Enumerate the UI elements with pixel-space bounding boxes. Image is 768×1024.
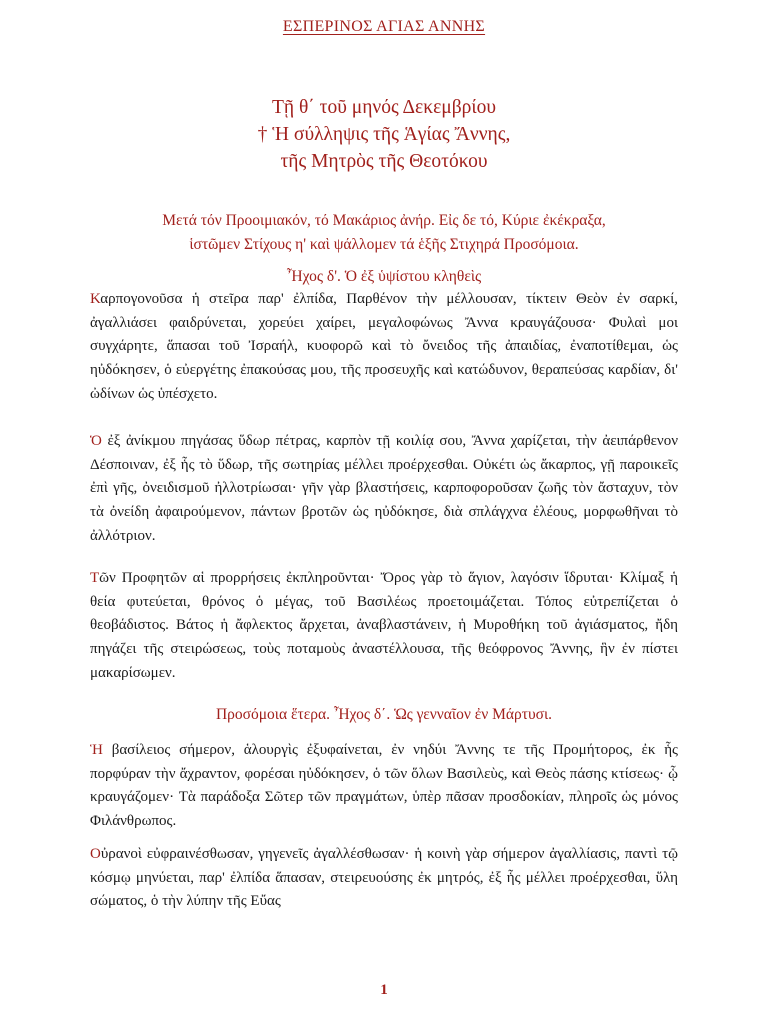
rubric-intro-line-1: Μετά τόν Προοιμιακόν, τό Μακάριος ἀνήρ. Εἰς δε τό, Κύριε ἐκέκραξα, <box>162 212 606 229</box>
tone-heading-2: Προσόμοια ἕτερα. Ἦχος δ΄. Ὡς γενναῖον ἐν Μάρτυσι. <box>215 706 553 723</box>
hymn-initial: Κ <box>90 291 101 307</box>
hymn-paragraph <box>90 288 678 407</box>
rubric-intro-line-2: ἱστῶμεν Στίχους η' καὶ ψάλλομεν τά ἑξῆς Στιχηρά Προσόμοια. <box>189 236 579 253</box>
feast-title <box>0 94 768 175</box>
rubric-intro <box>70 209 698 257</box>
hymn-text: ὐρανοὶ εὐφραινέσθωσαν, γηγενεῖς ἀγαλλέσθωσαν· ἡ κοινὴ γὰρ σήμερον ἀγαλλίασις, παντὶ τῷ κόσμῳ μηνύεται, παρ' ἐλπίδα ἅπασαν, στειρευούσης ἐκ μητρός, ἐξ ἧς μέλλει προέρχεσθαι, ὕλη σώματος, ὁ τὴν λύπην τῆς Εὔας <box>90 846 678 910</box>
feast-title-line-2: † Ἡ σύλληψις τῆς Ἁγίας Ἄννης, <box>257 124 511 145</box>
hymn-initial: Ὁ <box>90 433 102 449</box>
hymn-text: ἐξ ἀνίκμου πηγάσας ὕδωρ πέτρας, καρπὸν τῇ κοιλίᾳ σου, Ἄννα χαρίζεται, τὴν ἀειπάρθενον Δέσποιναν, ἐξ ἧς τὸ ὕδωρ, τῆς σωτηρίας μέλλει προέρχεσθαι. Οὐκέτι ὡς ἄκαρπος, γῇ παροικεῖς ἐπὶ γῆς, ὀνειδισμοῦ ἠλλοτρίωσαι· γῆν γὰρ βλαστήσεις, καρποφοροῦσαν ζωῆς τὸν ἄσταχυν, τὸν τὰ ὀνείδη ἀφαιρούμενον, πάντων βροτῶν ὡς ηὐδόκησε, διὰ σπλάγχνα ἐλέους, μορφωθῆναι τὸ ἀλλότριον. <box>90 433 678 544</box>
tone-heading-1: Ἦχος δ'. Ὁ ἐξ ὑψίστου κληθεὶς <box>286 268 482 285</box>
hymn-initial: Ἡ <box>90 742 103 758</box>
page-number: 1 <box>380 982 388 998</box>
feast-title-line-3: τῆς Μητρὸς τῆς Θεοτόκου <box>280 151 488 172</box>
hymn-paragraph <box>90 843 678 914</box>
running-header-text: ΕΣΠΕΡΙΝΟΣ ΑΓΙΑΣ ΑΝΝΗΣ <box>282 18 486 35</box>
feast-title-line-1: Τῇ θ΄ τοῦ μηνός Δεκεμβρίου <box>271 97 497 118</box>
hymn-text: αρπογονοῦσα ἡ στεῖρα παρ' ἐλπίδα, Παρθένον τὴν μέλλουσαν, τίκτειν Θεὸν ἐν σαρκί, ἀγαλλιάσει φαιδρύνεται, χορεύει χαίρει, μεγαλοφώνως Ἄννα κραυγάζουσα· Φυλαὶ μοι συγχάρητε, ἅπασαι τοῦ Ἰσραήλ, κυοφορῶ καὶ τὸ ὄνειδος τῆς ἀπαιδίας, ἐναποτίθεμαι, ὡς ηὐδόκησεν, ὁ εὐεργέτης ἐπακούσας μου, τῆς προσευχῆς καὶ κατώδυνον, θεραπεύσας καρδίαν, δι' ὠδίνων ὡς ὑπέσχετο. <box>90 291 678 402</box>
hymn-initial: Ο <box>90 846 101 862</box>
hymn-text: βασίλειος σήμερον, ἁλουργὶς ἐξυφαίνεται, ἐν νηδύι Ἄννης τε τῆς Προμήτορος, ἐκ ἧς πορφύραν τὴν ἄχραντον, φορέσαι ηὐδόκησεν, ὁ τῶν ὅλων Βασιλεὺς, καὶ Θεὸς πάσης κτίσεως· ᾧ κραυγάζομεν· Τὰ παράδοξα Σῶτερ τῶν πραγμάτων, ὑπὲρ πᾶσαν προσδοκίαν, πληροῖς ὡς μόνος Φιλάνθρωπος. <box>90 742 678 830</box>
hymn-text: ῶν Προφητῶν αἱ προρρήσεις ἐκπληροῦνται· Ὄρος γὰρ τὸ ἅγιον, λαγόσιν ἵδρυται· Κλίμαξ ἡ θεία φυτεύεται, θρόνος ὁ μέγας, τοῦ Βασιλέως προετοιμάζεται. Τόπος εὐτρεπίζεται ὁ θεοβάδιστος. Βάτος ἡ ἄφλεκτος ἄρχεται, ἀναβλαστάνειν, ἡ Μυροθήκη τοῦ ἁγιάσματος, ἤδη πηγάζει τῆς στειρώσεως, τοὺς ποταμοὺς ἀναστέλλουσα, τῆς θεόφρονος Ἄννης, ἣν ἐν πίστει μακαρίσωμεν. <box>90 570 678 681</box>
running-header <box>0 18 768 36</box>
hymn-initial: Τ <box>90 570 100 586</box>
hymn-paragraph <box>90 430 678 549</box>
hymn-paragraph <box>90 739 678 834</box>
hymn-paragraph <box>90 567 678 686</box>
